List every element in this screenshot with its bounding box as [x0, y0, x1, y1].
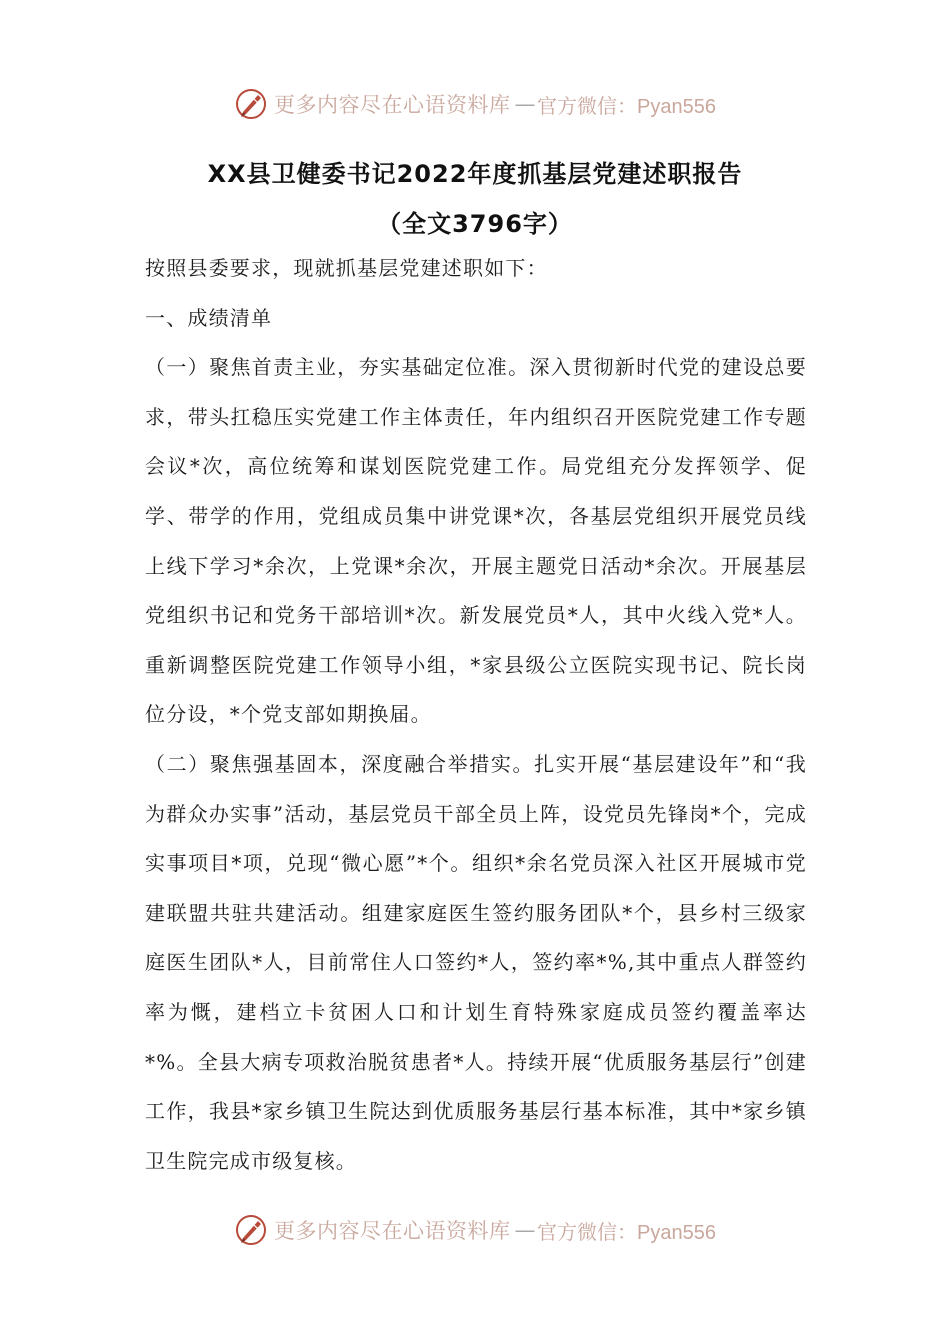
watermark-wechat: 官方微信：Pyan556	[537, 95, 716, 118]
section-heading: 一、成绩清单	[145, 305, 273, 330]
body-paragraph: （一）聚焦首责主业，夯实基础定位准。深入贯彻新时代党的建设总要求，带头扛稳压实党建工作主体责任，年内组织召开医院党建工作专题会议*次，高位统筹和谋划医院党建工作。局党组充分发挥领学、促学、带学的作用，党组成员集中讲党课*次，各基层党组织开展党员线上线下学习*余次，上党课*余次，开展主题党日活动*余次。开展基层党组织书记和党务干部培训*次。新发展党员*人，其中火线入党*人。重新调整医院党建工作领导小组，*家县级公立医院实现书记、院长岗位分设，*个党支部如期换届。	[145, 355, 807, 727]
quill-pen-logo-icon	[234, 1213, 268, 1247]
watermark-separator: —	[514, 1218, 538, 1242]
body-paragraph: （二）聚焦强基固本，深度融合举措实。扎实开展“基层建设年”和“我为群众办实事”活动，基层党员干部全员上阵，设党员先锋岗*个，完成实事项目*项，兑现“微心愿”*个。组织*余名党员深入社区开展城市党建联盟共驻共建活动。组建家庭医生签约服务团队*个，县乡村三级家庭医生团队*人，目前常住人口签约*人，签约率*%,其中重点人群签约率为慨，建档立卡贫困人口和计划生育特殊家庭成员签约覆盖率达*%。全县大病专项救治脱贫患者*人。持续开展“优质服务基层行”创建工作，我县*家乡镇卫生院达到优质服务基层行基本标准，其中*家乡镇卫生院完成市级复核。	[145, 751, 807, 1173]
watermark-banner-top	[0, 84, 950, 124]
watermark-separator: —	[514, 92, 538, 116]
watermark-text: 更多内容尽在心语资料库	[274, 1219, 511, 1243]
document-subtitle: （全文3796字）	[377, 210, 573, 238]
watermark-wechat: 官方微信：Pyan556	[537, 1221, 716, 1244]
intro-paragraph: 按照县委要求，现就抓基层党建述职如下：	[145, 256, 548, 280]
document-title: XX县卫健委书记2022年度抓基层党建述职报告	[207, 160, 743, 188]
quill-pen-logo-icon	[234, 87, 268, 121]
watermark-text: 更多内容尽在心语资料库	[274, 93, 511, 117]
document-body	[145, 244, 807, 1186]
watermark-banner-bottom	[0, 1210, 950, 1250]
